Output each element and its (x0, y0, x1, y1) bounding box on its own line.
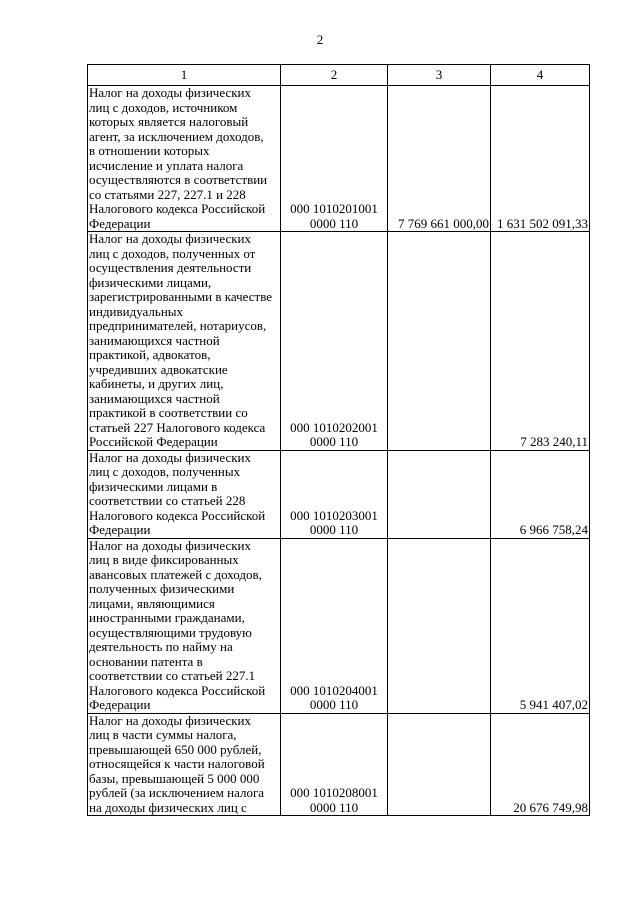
column-header: 2 (281, 65, 388, 86)
column-header: 1 (88, 65, 281, 86)
row-plan-cell (388, 232, 491, 451)
row-plan-cell (388, 450, 491, 538)
row-plan-cell (388, 538, 491, 713)
row-actual-cell: 1 631 502 091,33 (491, 86, 590, 232)
row-name-cell: Налог на доходы физических лиц в виде фиксированных авансовых платежей с доходов, полученных физическими лицами, являющимися иностранными гражданами, осуществляющими трудовую деятельность по найму на основании патента в соответствии со статьей 227.1 Налогового кодекса Российской Федерации (88, 538, 281, 713)
row-actual-cell: 20 676 749,98 (491, 713, 590, 816)
row-plan-cell (388, 713, 491, 816)
table-row (88, 538, 590, 713)
row-code-cell: 000 1010201001 0000 110 (281, 86, 388, 232)
column-header: 4 (491, 65, 590, 86)
column-header: 3 (388, 65, 491, 86)
row-code-cell: 000 1010208001 0000 110 (281, 713, 388, 816)
row-code-cell: 000 1010203001 0000 110 (281, 450, 388, 538)
page-number: 2 (316, 32, 324, 47)
table-header-row (88, 65, 590, 86)
table-row (88, 232, 590, 451)
row-actual-cell: 5 941 407,02 (491, 538, 590, 713)
table-row (88, 86, 590, 232)
row-name-cell: Налог на доходы физических лиц в части суммы налога, превышающей 650 000 рублей, относящейся к части налоговой базы, превышающей 5 000 000 рублей (за исключением налога на доходы физических лиц с (88, 713, 281, 816)
row-actual-cell: 6 966 758,24 (491, 450, 590, 538)
row-actual-cell: 7 283 240,11 (491, 232, 590, 451)
row-code-cell: 000 1010202001 0000 110 (281, 232, 388, 451)
row-plan-cell: 7 769 661 000,00 (388, 86, 491, 232)
table-row (88, 450, 590, 538)
budget-table (87, 64, 590, 816)
row-name-cell: Налог на доходы физических лиц с доходов, полученных от осуществления деятельности физическими лицами, зарегистрированными в качестве индивидуальных предпринимателей, нотариусов, занимающихся частной практикой, адвокатов, учредивших адвокатские кабинеты, и других лиц, занимающихся частной практикой в соответствии со статьей 227 Налогового кодекса Российской Федерации (88, 232, 281, 451)
row-code-cell: 000 1010204001 0000 110 (281, 538, 388, 713)
row-name-cell: Налог на доходы физических лиц с доходов, источником которых является налоговый агент, за исключением доходов, в отношении которых исчисление и уплата налога осуществляются в соответствии со статьями 227, 227.1 и 228 Налогового кодекса Российской Федерации (88, 86, 281, 232)
table-row (88, 713, 590, 816)
row-name-cell: Налог на доходы физических лиц с доходов, полученных физическими лицами в соответствии со статьей 228 Налогового кодекса Российской Федерации (88, 450, 281, 538)
